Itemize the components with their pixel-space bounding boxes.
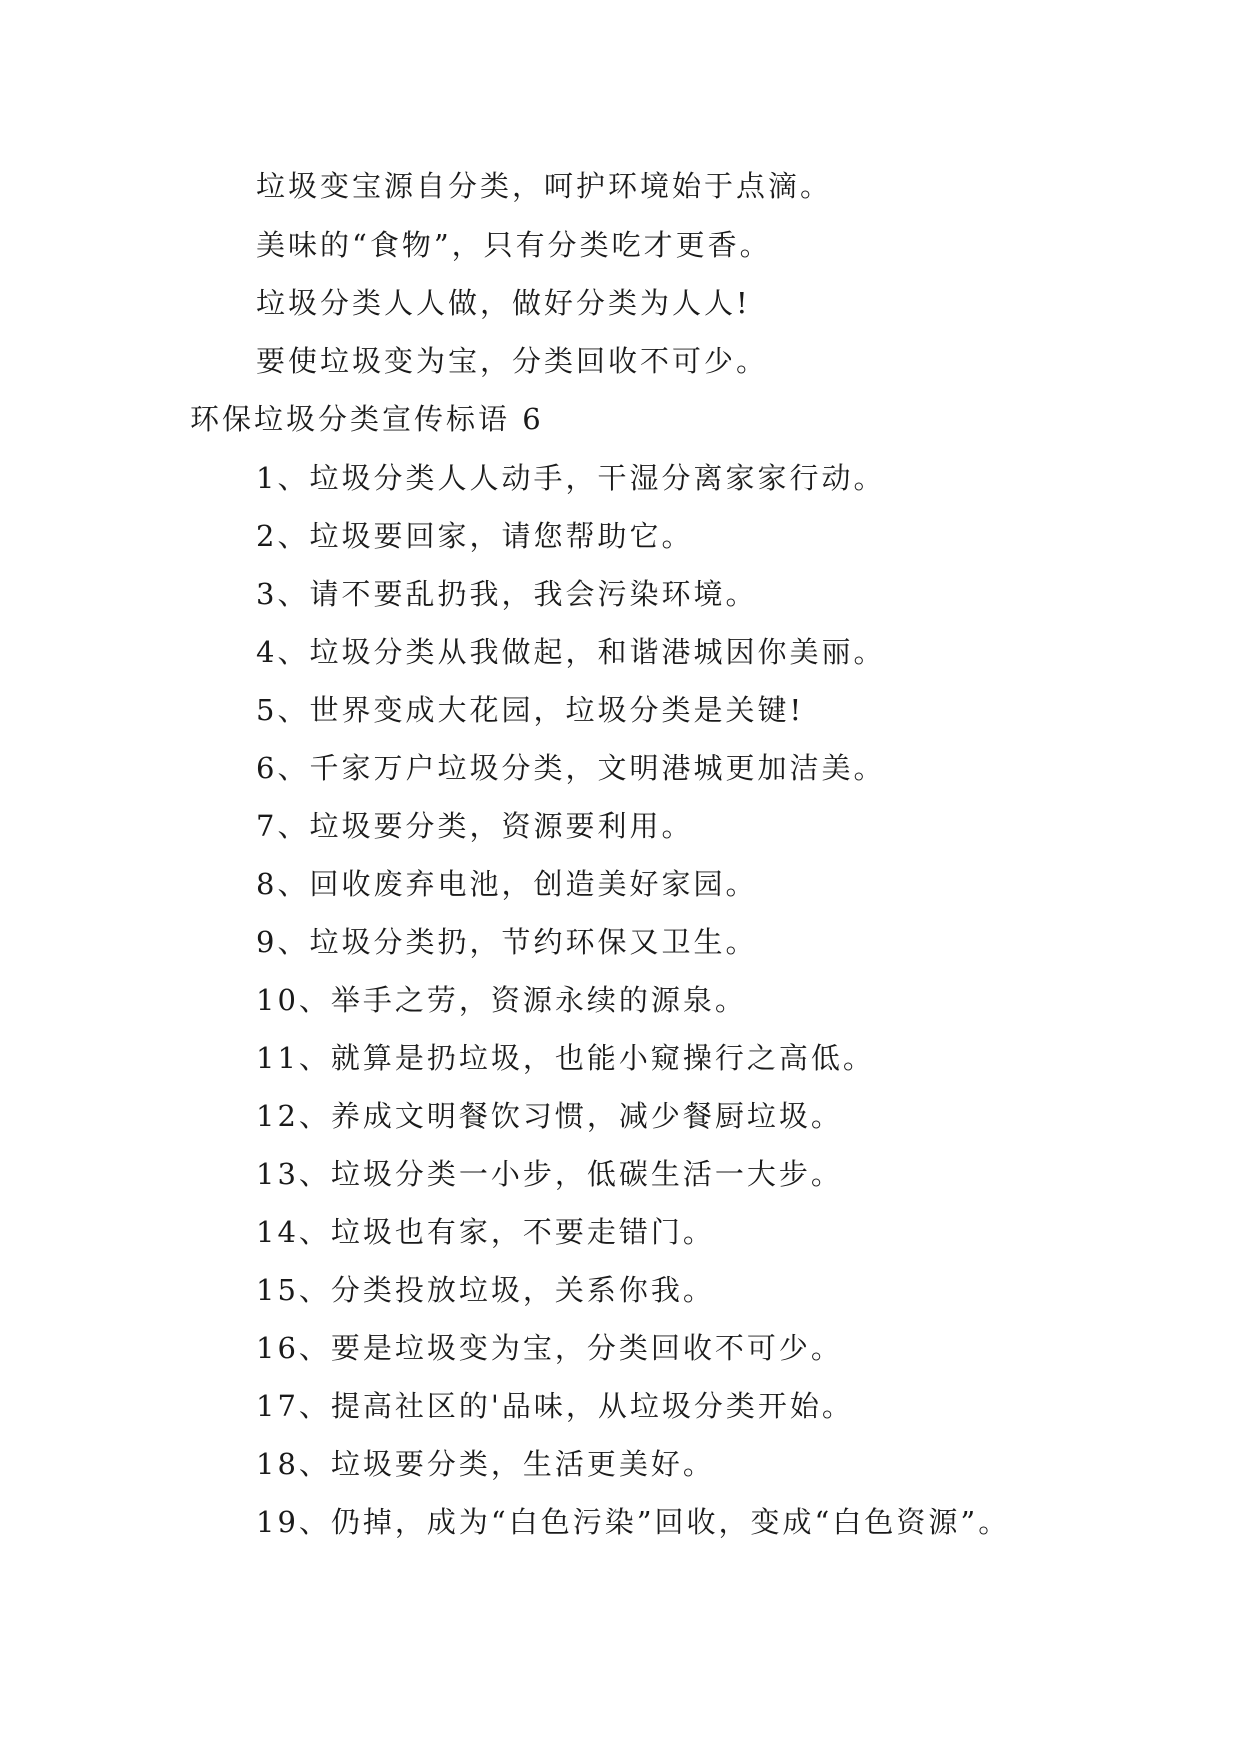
list-item: 11、就算是扔垃圾，也能小窥操行之高低。 bbox=[256, 1041, 875, 1075]
intro-line: 垃圾分类人人做，做好分类为人人! bbox=[256, 286, 751, 320]
list-item: 13、垃圾分类一小步，低碳生活一大步。 bbox=[256, 1157, 843, 1191]
list-item: 19、仍掉，成为“白色污染”回收，变成“白色资源”。 bbox=[256, 1505, 1011, 1539]
list-item: 16、要是垃圾变为宝，分类回收不可少。 bbox=[256, 1331, 843, 1365]
list-item: 2、垃圾要回家，请您帮助它。 bbox=[256, 519, 694, 553]
list-item: 3、请不要乱扔我，我会污染环境。 bbox=[256, 577, 758, 611]
list-item: 5、世界变成大花园，垃圾分类是关键! bbox=[256, 693, 805, 727]
list-item: 17、提高社区的'品味，从垃圾分类开始。 bbox=[256, 1389, 854, 1423]
intro-line: 垃圾变宝源自分类，呵护环境始于点滴。 bbox=[256, 169, 833, 203]
list-item: 8、回收废弃电池，创造美好家园。 bbox=[256, 867, 758, 901]
list-item: 15、分类投放垃圾，关系你我。 bbox=[256, 1273, 715, 1307]
intro-line: 美味的“食物”，只有分类吃才更香。 bbox=[256, 228, 772, 262]
list-item: 9、垃圾分类扔，节约环保又卫生。 bbox=[256, 925, 758, 959]
intro-line: 要使垃圾变为宝，分类回收不可少。 bbox=[256, 344, 769, 378]
section-heading: 环保垃圾分类宣传标语 6 bbox=[190, 402, 544, 436]
list-item: 12、养成文明餐饮习惯，减少餐厨垃圾。 bbox=[256, 1099, 843, 1133]
list-item: 1、垃圾分类人人动手，干湿分离家家行动。 bbox=[256, 461, 886, 495]
list-item: 18、垃圾要分类，生活更美好。 bbox=[256, 1447, 715, 1481]
list-item: 6、千家万户垃圾分类，文明港城更加洁美。 bbox=[256, 751, 886, 785]
list-item: 4、垃圾分类从我做起，和谐港城因你美丽。 bbox=[256, 635, 886, 669]
list-item: 7、垃圾要分类，资源要利用。 bbox=[256, 809, 694, 843]
list-item: 10、举手之劳，资源永续的源泉。 bbox=[256, 983, 747, 1017]
list-item: 14、垃圾也有家，不要走错门。 bbox=[256, 1215, 715, 1249]
